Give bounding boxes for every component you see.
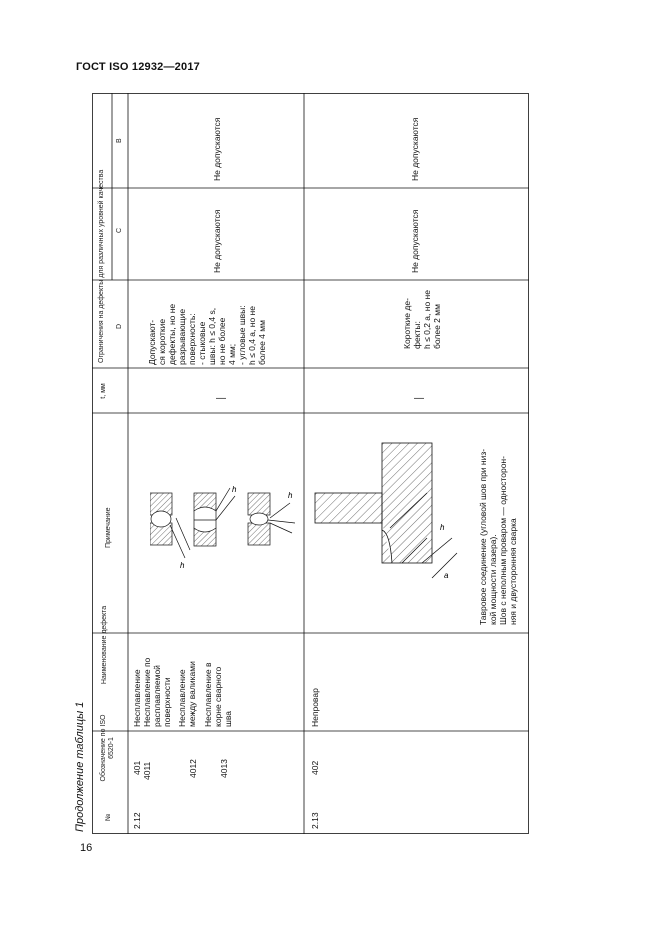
code-4011: 4011 <box>142 761 152 780</box>
label-h-3: h <box>288 491 293 500</box>
name-line: расплавляемой <box>152 665 162 727</box>
label-h: h <box>440 523 445 532</box>
code-4012: 4012 <box>188 759 198 778</box>
c-value: Не допускаются <box>212 209 222 273</box>
d-line: h ≤ 0,2 a, но не <box>422 290 432 349</box>
name-line: поверхности <box>162 677 172 727</box>
note-line: няя и двусторонняя сварка <box>508 518 518 625</box>
name-line: Несплавление в <box>203 662 213 727</box>
col-header-d: D <box>116 323 123 329</box>
label-h-1: h <box>180 561 185 570</box>
col-header-c: C <box>116 227 123 233</box>
col-header-no: № <box>105 813 112 821</box>
code-402: 402 <box>310 760 320 775</box>
col-header-b: B <box>116 138 123 143</box>
d-line: более 4 мм <box>257 320 267 365</box>
document-title: ГОСТ ISO 12932—2017 <box>76 61 200 73</box>
col-header-t: t, мм <box>100 383 107 399</box>
note-line: Тавровое соединение (угловой шов при низ- <box>478 448 488 625</box>
code-4013: 4013 <box>219 759 229 778</box>
weld-defect-drawing-1 <box>150 478 300 588</box>
d-line: дефекты, но не <box>167 303 177 365</box>
c-value: Не допускаются <box>410 209 420 273</box>
table-caption: Продолжение таблицы 1 <box>74 701 86 832</box>
b-value: Не допускаются <box>212 117 222 181</box>
d-line: швы: h ≤ 0,4 s, <box>207 307 217 365</box>
note-line: Шов с неполным проваром — односторон- <box>498 456 508 625</box>
d-line: более 2 мм <box>432 304 442 349</box>
t-value: — <box>216 393 226 404</box>
t-value: — <box>414 393 424 404</box>
defects-table <box>92 93 529 834</box>
name-line: Несплавление по <box>142 657 152 727</box>
name-line: корне сварного <box>213 666 223 727</box>
d-line: h ≤ 0,4 a, но не <box>247 306 257 365</box>
name-line: Непровар <box>310 688 320 727</box>
d-line: ся короткие <box>157 318 167 365</box>
page-number: 16 <box>80 842 93 854</box>
d-line: разрывающие <box>177 308 187 365</box>
label-a: a <box>444 571 449 580</box>
d-line: Короткие де- <box>402 298 412 349</box>
d-line: - стыковые <box>197 321 207 365</box>
name-line: Несплавление <box>132 669 142 727</box>
col-header-note: Примечание <box>105 507 112 548</box>
tee-joint-drawing <box>312 438 472 608</box>
name-line: между валиками <box>187 661 197 727</box>
d-line: - угловые швы: <box>237 305 247 365</box>
col-header-name: Наименование дефекта <box>101 605 108 685</box>
row-no: 2.13 <box>310 812 320 829</box>
code-401: 401 <box>132 760 142 775</box>
row-no: 2.12 <box>132 812 142 829</box>
d-line: 4 мм; <box>227 343 237 365</box>
name-line: Несплавление <box>177 669 187 727</box>
note-line: кой мощности лазера). <box>488 534 498 625</box>
col-header-designation: Обозначение по ISO 6520-1 <box>100 714 115 782</box>
d-line: но не более <box>217 317 227 365</box>
col-header-group: Ограничения на дефекты для различных уровней качества <box>98 169 105 363</box>
b-value: Не допускаются <box>410 117 420 181</box>
d-line: Допускают- <box>147 319 157 365</box>
label-h-2: h <box>232 485 237 494</box>
name-line: шва <box>223 711 233 727</box>
d-line: поверхность: <box>187 313 197 365</box>
d-line: фекты: <box>412 321 422 349</box>
